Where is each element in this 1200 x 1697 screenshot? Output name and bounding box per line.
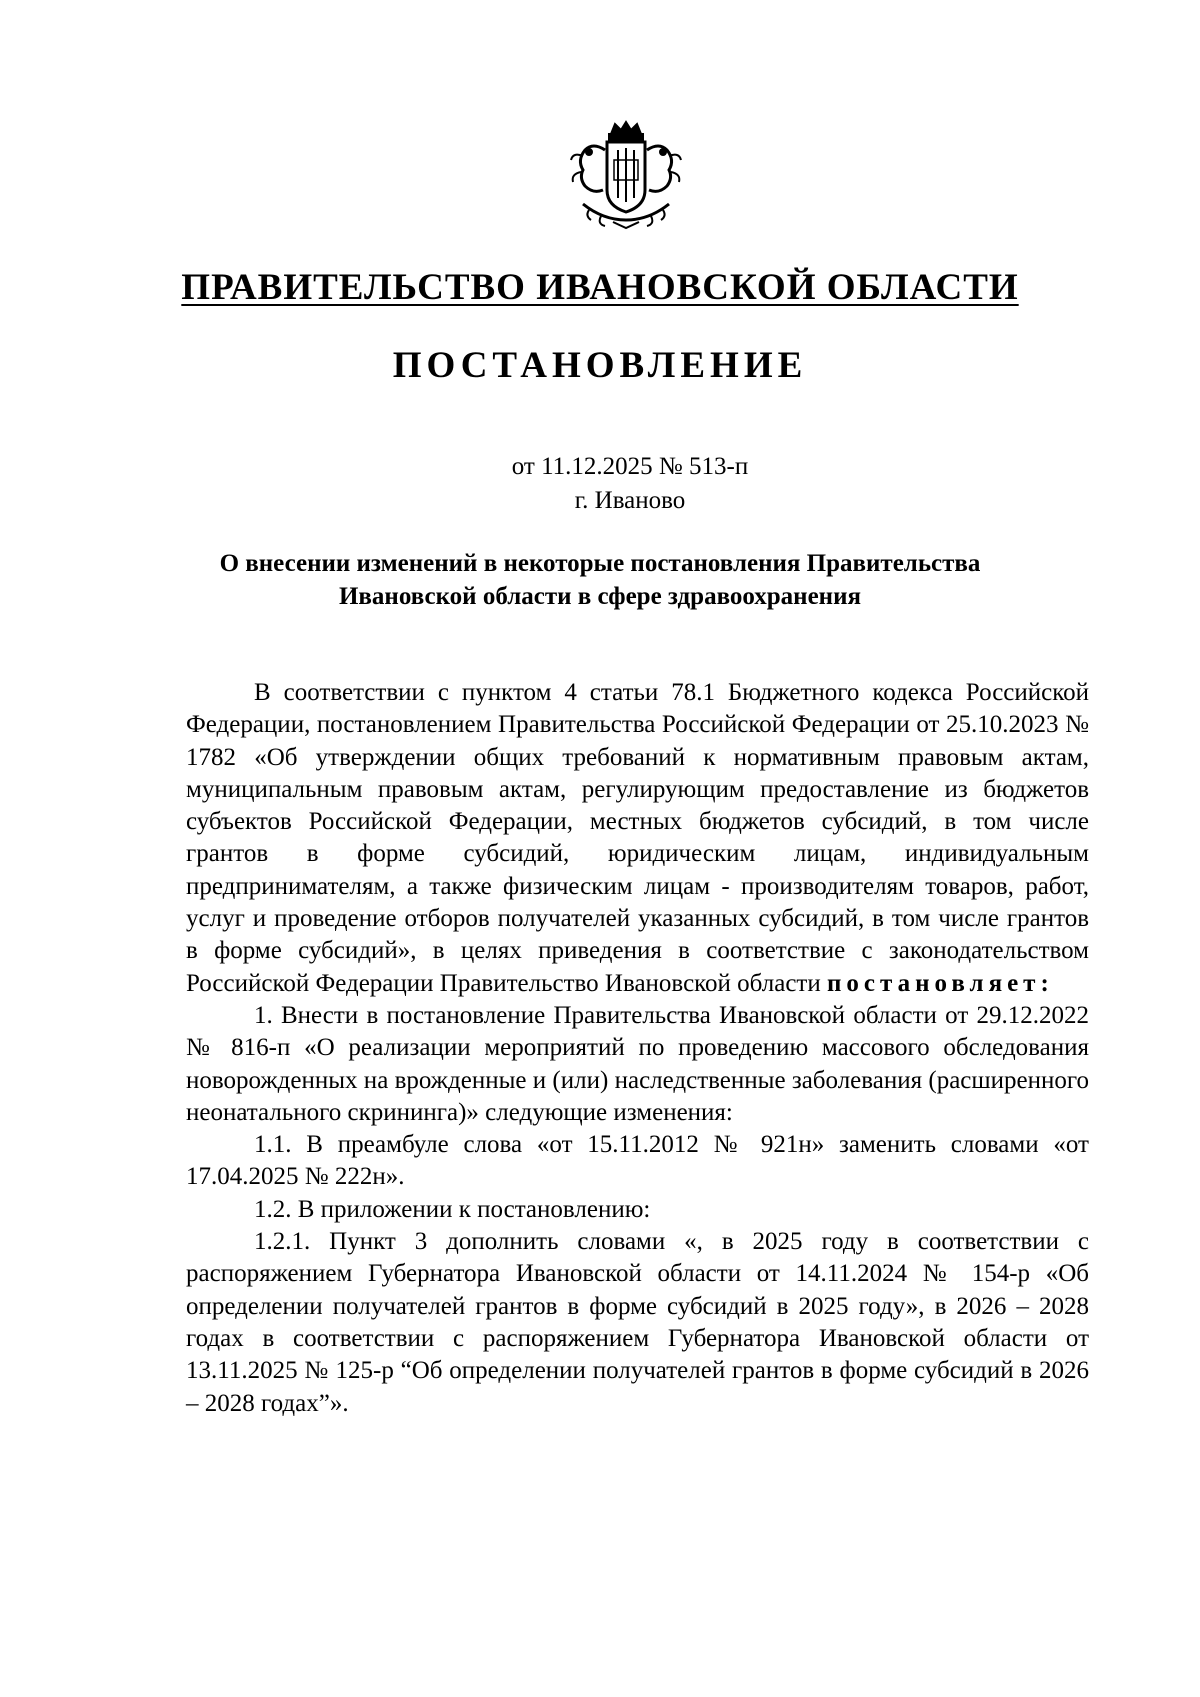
preamble-text: В соответствии с пунктом 4 статьи 78.1 Бюджетного кодекса Российской Федерации, постановлением Правительства Российской Федерации от 25.10.2023 № 1782 «Об утверждении общих требований к нормативным правовым актам, муниципальным правовым актам, регулирующим предоставление из бюджетов субъектов Российской Федерации, местных бюджетов субсидий, в том числе грантов в форме субсидий, юридическим лицам, индивидуальным предпринимателям, а также физическим лицам - производителям товаров, работ, услуг и проведение отборов получателей указанных субсидий, в том числе грантов в форме субсидий», в целях приведения в соответствие с законодательством Российской Федерации Правительство Ивановской области [186,679,1089,997]
document-subject [0,547,1200,613]
item-1-1-paragraph: 1.1. В преамбуле слова «от 15.11.2012 № 921н» заменить словами «от 17.04.2025 № 222н». [186,1131,1089,1191]
decree-word: постановляет: [827,969,1054,997]
document-type-title: ПОСТАНОВЛЕНИЕ [392,345,808,386]
document-date-number: от 11.12.2025 № 513-п [511,453,749,480]
preamble-paragraph [186,677,1089,1000]
document-city: г. Иваново [574,487,686,514]
subject-line-2: Ивановской области в сфере здравоохранения [338,583,862,610]
item-1-2-1-paragraph: 1.2.1. Пункт 3 дополнить словами «, в 2025 году в соответствии с распоряжением Губернатора Ивановской области от 14.11.2024 № 154-р «Об определении получателей грантов в форме субсидий в 2025 году», в 2026 – 2028 годах в соответствии с распоряжением Губернатора Ивановской области от 13.11.2025 № 125-р “Об определении получателей грантов в форме субсидий в 2026 – 2028 годах”». [186,1228,1089,1417]
organization-title: ПРАВИТЕЛЬСТВО ИВАНОВСКОЙ ОБЛАСТИ [181,267,1019,308]
document-body [186,677,1089,1420]
subject-line-1: О внесении изменений в некоторые постановления Правительства [219,550,981,577]
item-1-paragraph: 1. Внести в постановление Правительства Ивановской области от 29.12.2022 № 816-п «О реализации мероприятий по проведению массового обследования новорожденных на врожденные и (или) наследственные заболевания (расширенного неонатального скрининга)» следующие изменения: [186,1001,1089,1126]
item-1-2-paragraph: 1.2. В приложении к постановлению: [254,1195,651,1223]
coat-of-arms-icon [563,120,690,232]
